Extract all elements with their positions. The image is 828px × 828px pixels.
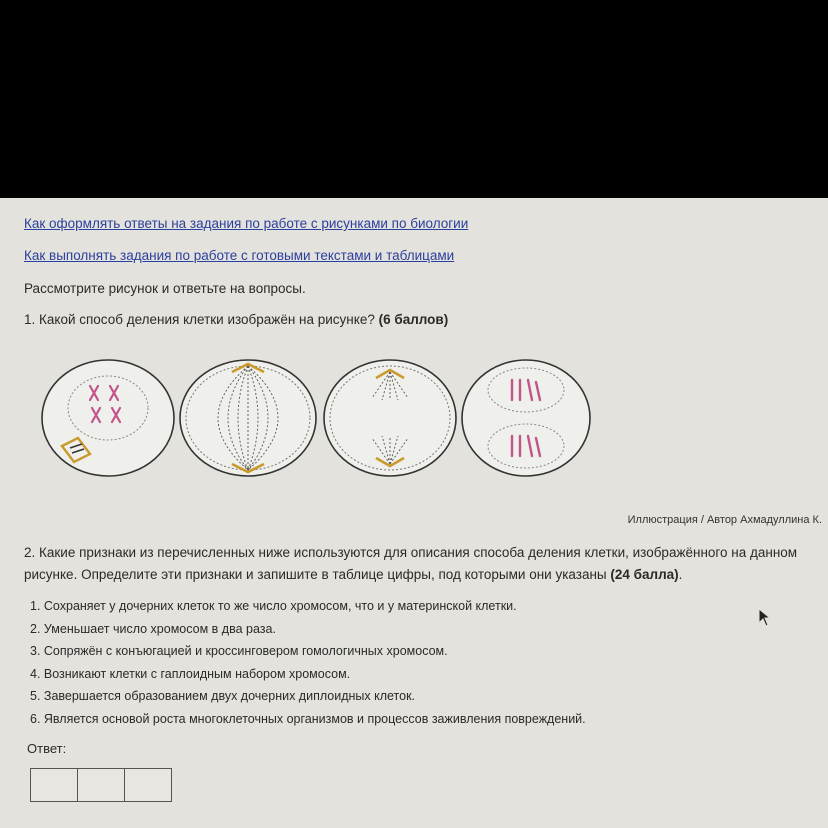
- options-list: [30, 595, 586, 730]
- link-texts-tables[interactable]: Как выполнять задания по работе с готовыми текстами и таблицами: [24, 248, 455, 263]
- answer-label: Ответ:: [27, 741, 67, 756]
- cell-1-membrane: [42, 360, 174, 476]
- mouse-cursor-icon: [758, 608, 772, 628]
- option-item: 6. Является основой роста многоклеточных организмов и процессов заживления повреждений.: [30, 711, 586, 726]
- option-item: 3. Сопряжён с конъюгацией и кроссинговером гомологичных хромосом.: [30, 644, 448, 658]
- option-item: 2. Уменьшает число хромосом в два раза.: [30, 621, 276, 636]
- question-1-text: 1. Какой способ деления клетки изображён на рисунке?: [24, 312, 375, 327]
- cell-telophase: [462, 360, 590, 476]
- cell-metaphase: [180, 360, 316, 476]
- question-2-text: 2. Какие признаки из перечисленных ниже используются для описания способа деления клетки, изображённого на данном рисунке. Определите эти признаки и запишите в таблице цифры, под которыми они указаны: [24, 545, 798, 582]
- answer-table: [30, 768, 172, 802]
- answer-cell[interactable]: [125, 769, 171, 801]
- cell-anaphase: [324, 360, 456, 476]
- cell-division-figure: [38, 358, 818, 478]
- instruction-text: Рассмотрите рисунок и ответьте на вопросы.: [24, 281, 306, 296]
- option-item: 4. Возникают клетки с гаплоидным набором хромосом.: [30, 666, 351, 681]
- answer-cell[interactable]: [31, 769, 78, 801]
- question-2-end: .: [678, 567, 683, 582]
- option-item: 5. Завершается образованием двух дочерних диплоидных клеток.: [30, 689, 416, 703]
- cell-4-membrane: [462, 360, 590, 476]
- answer-cell[interactable]: [78, 769, 125, 801]
- cell-prophase: [42, 360, 174, 476]
- question-1-points: (6 баллов): [378, 312, 449, 327]
- option-item: 1. Сохраняет у дочерних клеток то же число хромосом, что и у материнской клетки.: [30, 599, 517, 613]
- figure-caption: Иллюстрация / Автор Ахмадуллина К.: [627, 514, 822, 526]
- question-2: [24, 542, 814, 586]
- question-1: [24, 312, 448, 327]
- question-2-points: (24 балла): [610, 567, 679, 582]
- worksheet-page: [0, 198, 828, 828]
- link-figures-answers[interactable]: Как оформлять ответы на задания по работе с рисунками по биологии: [24, 216, 469, 231]
